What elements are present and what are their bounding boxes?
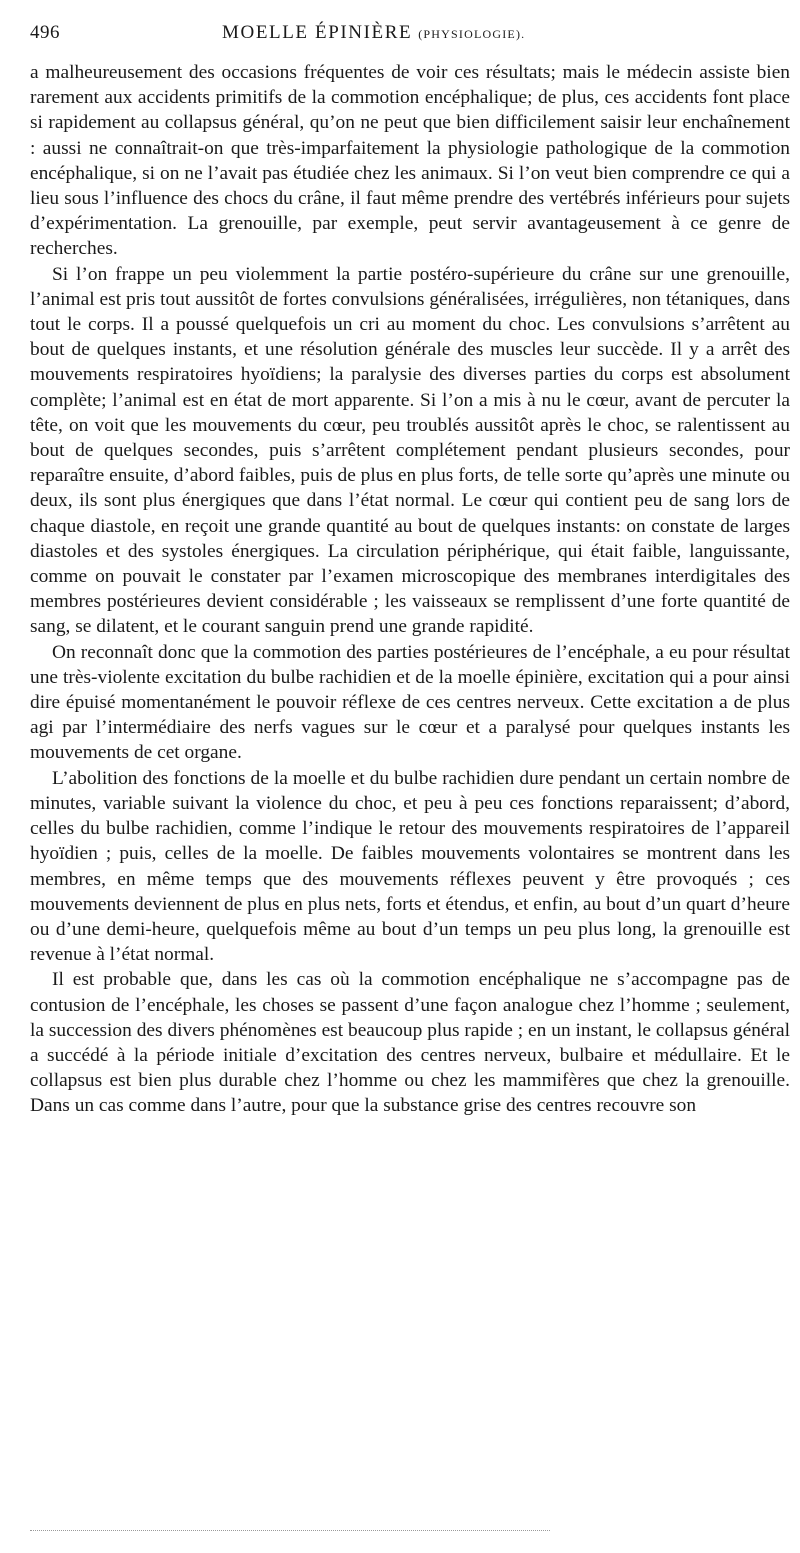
- paragraph-5: Il est probable que, dans les cas où la commotion encéphalique ne s’accompagne pas de contusion de l’encéphale, les choses se passent d’une façon analogue chez l’homme ; seulement, la succession des divers phénomènes est beaucoup plus rapide ; en un instant, le collapsus général a succédé à la période initiale d’excitation des centres nerveux, bulbaire et médullaire. Et le collapsus est bien plus durable chez l’homme ou chez les mammifères que chez la grenouille. Dans un cas comme dans l’autre, pour que la substance grise des centres recouvre son: [30, 969, 790, 1117]
- running-title: MOELLE ÉPINIÈRE: [222, 22, 413, 43]
- running-subtitle: (PHYSIOLOGIE).: [418, 27, 526, 41]
- running-head: [30, 22, 790, 56]
- paragraph-1: a malheureusement des occasions fréquentes de voir ces résultats; mais le médecin assiste bien rarement aux accidents primitifs de la commotion encéphalique; de plus, ces accidents font place si rapidement au collapsus général, qu’on ne peut que bien difficilement saisir leur enchaînement : aussi ne connaîtrait-on que très-imparfaitement la physiologie pathologique de la commotion encéphalique, si on ne l’avait pas étudiée chez les animaux. Si l’on veut bien comprendre ce qui a lieu sous l’influence des chocs du crâne, il faut même prendre des vertébrés inférieurs pour sujets d’expérimentation. La grenouille, par exemple, peut servir avantageusement à ce genre de recherches.: [30, 62, 790, 260]
- body-text: [30, 60, 790, 1119]
- document-page: [30, 22, 790, 1119]
- paragraph-4: L’abolition des fonctions de la moelle et du bulbe rachidien dure pendant un certain nombre de minutes, variable suivant la violence du choc, et peu à peu ces fonctions reparaissent; d’abord, celles du bulbe rachidien, comme l’indique le retour des mouvements respiratoires de l’appareil hyoïdien ; puis, celles de la moelle. De faibles mouvements volontaires se montrent dans les membres, en même temps que des mouvements réflexes peuvent y être provoqués ; ces mouvements deviennent de plus en plus nets, forts et étendus, et enfin, au bout d’un quart d’heure ou d’une demi-heure, quelquefois même au bout d’un temps un peu plus long, la grenouille est revenue à l’état normal.: [30, 767, 790, 966]
- page-number: 496: [30, 22, 60, 43]
- paragraph-2: Si l’on frappe un peu violemment la partie postéro-supérieure du crâne sur une grenouille, l’animal est pris tout aussitôt de fortes convulsions généralisées, irrégulières, non tétaniques, dans tout le corps. Il a poussé quelquefois un cri au moment du choc. Les convulsions s’arrêtent au bout de quelques instants, et une résolution générale des muscles leur succède. Il y a arrêt des mouvements respiratoires hyoïdiens; la paralysie des diverses parties du corps est absolument complète; l’animal est en état de mort apparente. Si l’on a mis à nu le cœur, avant de percuter la tête, on voit que les mouvements du cœur, peu troublés aussitôt après le choc, se ralentissent au bout de quelques secondes, puis s’arrêtent complétement pendant plusieurs secondes, pour reparaître ensuite, d’abord faibles, puis de plus en plus forts, de telle sorte qu’après une minute ou deux, ils sont plus énergiques que dans l’état normal. Le cœur qui contient peu de sang lors de chaque diastole, en reçoit une grande quantité au bout de quelques instants: on constate de larges diastoles et des systoles énergiques. La circulation périphérique, qui était faible, languissante, comme on pouvait le constater par l’examen microscopique des membranes interdigitales des membres postérieures devient considérable ; les vaisseaux se remplissent d’une forte quantité de sang, se dilatent, et le courant sanguin prend une grande rapidité.: [30, 263, 790, 638]
- footer-divider: [30, 1530, 550, 1531]
- paragraph-3: On reconnaît donc que la commotion des parties postérieures de l’encéphale, a eu pour résultat une très-violente excitation du bulbe rachidien et de la moelle épinière, excitation qui a pour ainsi dire épuisé momentanément le pouvoir réflexe de ces centres nerveux. Cette excitation a de plus agi par l’intermédiaire des nerfs vagues sur le cœur et a paralysé pour quelques instants les mouvements de cet organe.: [30, 641, 790, 764]
